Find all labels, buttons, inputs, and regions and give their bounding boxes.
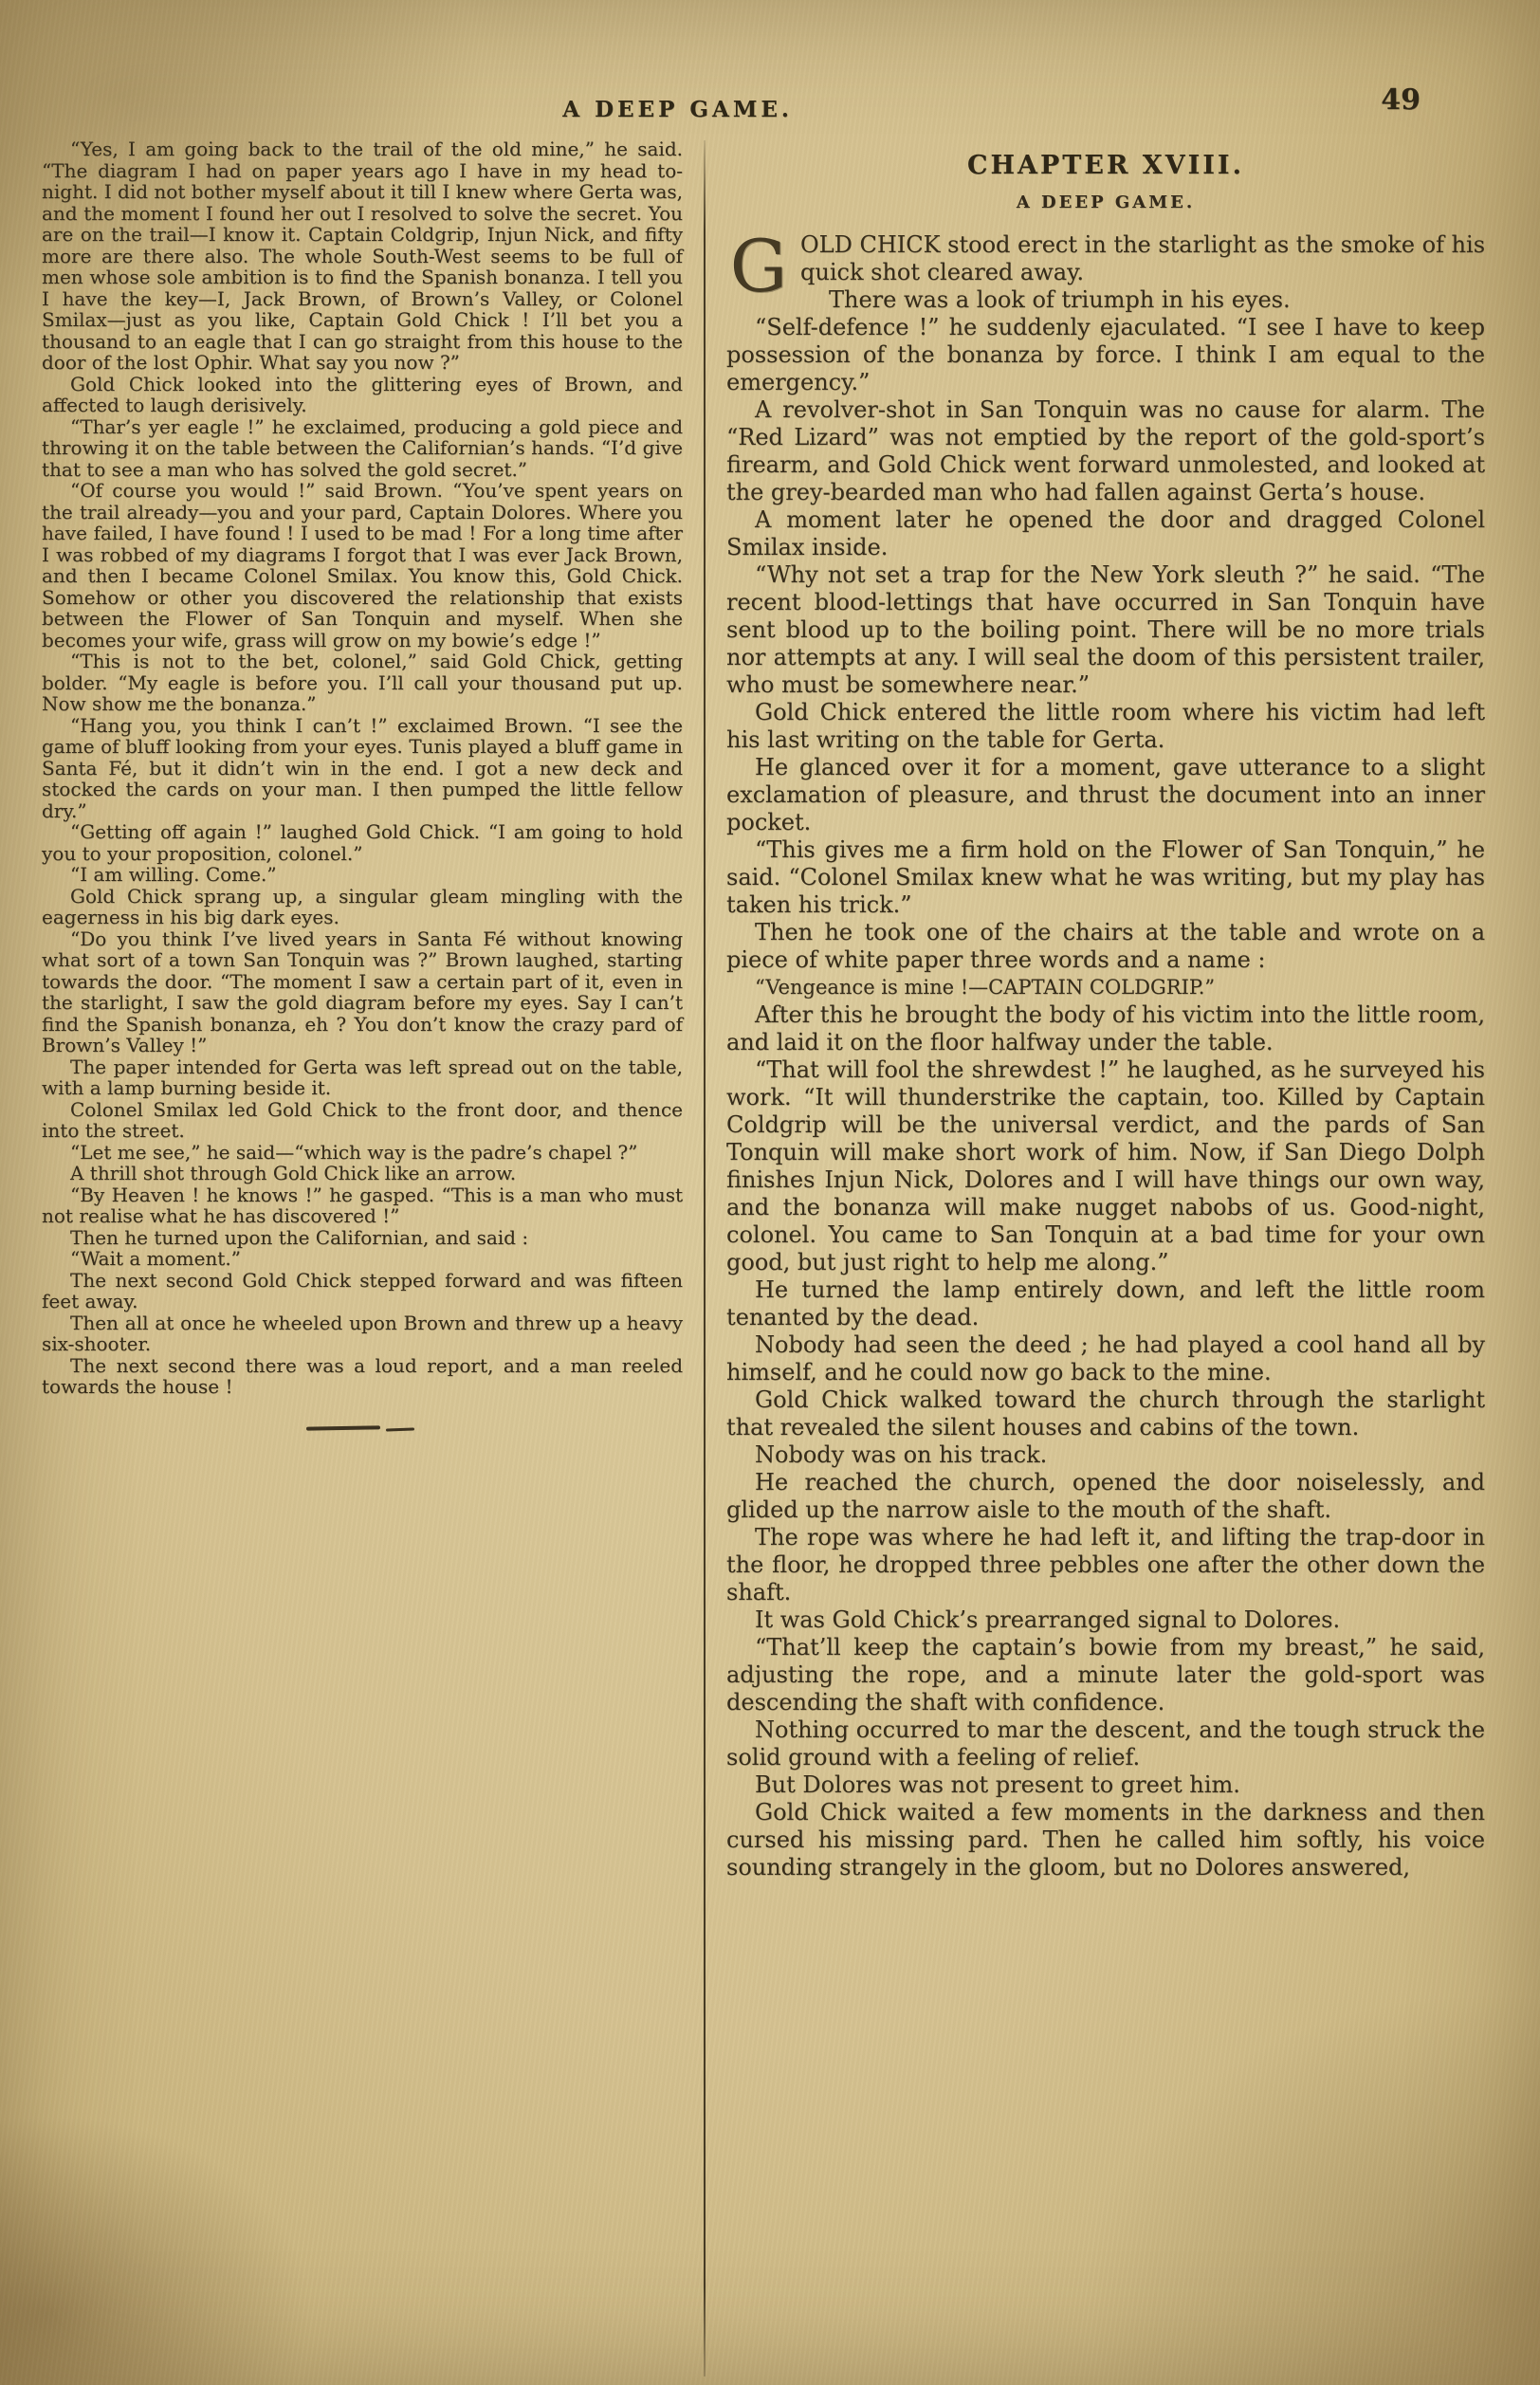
paragraph: The paper intended for Gerta was left spread out on the table, with a lamp burning beside it.: [42, 1055, 683, 1099]
chapter-subheading: A DEEP GAME.: [1016, 193, 1196, 212]
paragraph: “Hang you, you think I can’t !” exclaimed Brown. “I see the game of bluff looking from your eyes. Tunis played a bluff game in Santa Fé, but it didn’t win in the end. I got a new deck and stocked the cards on your man. I then pumped the little fellow dry.”: [42, 713, 683, 822]
paragraph: Then he turned upon the Californian, and said :: [70, 1225, 529, 1249]
paragraph: “That will fool the shrewdest !” he laughed, as he surveyed his work. “It will thunderstrike the captain, too. Killed by Captain Coldgrip will be the universal verdict, and the pards of San Tonquin will make short work of him. Now, if San Diego Dolph finishes Injun Nick, Dolores and I will have things our own way, and the bonanza will make nugget nabobs of us. Good-night, colonel. You came to San Tonquin at a bad time for your own good, but just right to help me along.”: [726, 1056, 1485, 1275]
paragraph: “Vengeance is mine !—CAPTAIN COLDGRIP.”: [755, 976, 1216, 999]
paragraph: “This is not to the bet, colonel,” said Gold Chick, getting bolder. “My eagle is before you. I’ll call your thousand put up. Now show me the bonanza.”: [42, 650, 683, 715]
paragraph: Colonel Smilax led Gold Chick to the front door, and thence into the street.: [42, 1097, 683, 1142]
paragraph: A moment later he opened the door and dragged Colonel Smilax inside.: [726, 506, 1485, 560]
chapter-body: [726, 224, 1486, 1881]
column-divider-rule: [704, 140, 706, 2376]
paragraph: “Thar’s yer eagle !” he exclaimed, producing a gold piece and throwing it on the table between the Californian’s hands. “I’d give that to see a man who has solved the gold secret.”: [42, 414, 683, 481]
paragraph: A revolver-shot in San Tonquin was no cause for alarm. The “Red Lizard” was not emptied by the report of the gold-sport’s firearm, and Gold Chick went forward unmolested, and looked at the grey-bearded man who had fallen against Gerta’s house.: [726, 396, 1485, 505]
paragraph: “Let me see,” he said—“which way is the padre’s chapel ?”: [70, 1140, 638, 1164]
paragraph: Nothing occurred to mar the descent, and the tough struck the solid ground with a feeling of relief.: [726, 1716, 1485, 1770]
paragraph: Gold Chick walked toward the church through the starlight that revealed the silent houses and cabins of the town.: [726, 1386, 1485, 1440]
chapter-heading: CHAPTER XVIII.: [967, 151, 1244, 180]
paragraph: The next second there was a loud report, and a man reeled towards the house !: [42, 1353, 683, 1398]
paragraph: “Yes, I am going back to the trail of the old mine,” he said. “The diagram I had on paper years ago I have in my head to-night. I did not bother myself about it till I knew where Gerta was, and the moment I found her out I resolved to solve the secret. You are on the trail—I know it. Captain Coldgrip, Injun Nick, and fifty more are there also. The whole South-West seems to be full of men whose sole ambition is to find the Spanish bonanza. I tell you I have the key—I, Jack Brown, of Brown’s Valley, or Colonel Smilax—just as you like, Captain Gold Chick ! I’ll bet you a thousand to an eagle that I can go straight from this house to the door of the lost Ophir. What say you now ?”: [42, 138, 683, 374]
paragraph: “That’ll keep the captain’s bowie from my breast,” he said, adjusting the rope, and a minute later the gold-sport was descending the shaft with confidence.: [726, 1634, 1485, 1715]
paragraph: The next second Gold Chick stepped forward and was fifteen feet away.: [42, 1268, 683, 1312]
paragraph: GOLD CHICK stood erect in the starlight as the smoke of his quick shot cleared away.: [726, 231, 1485, 286]
right-column: [726, 138, 1485, 1881]
paragraph: Nobody had seen the deed ; he had played a cool hand all by himself, and he could now go back to the mine.: [726, 1331, 1485, 1385]
paragraph: “Why not set a trap for the New York sleuth ?” he said. “The recent blood-lettings that have occurred in San Tonquin have sent blood up to the boiling point. There will be no more trials nor attempts at any. I will seal the doom of this persistent trailer, who must be somewhere near.”: [726, 561, 1485, 698]
paragraph: He turned the lamp entirely down, and left the little room tenanted by the dead.: [726, 1276, 1485, 1330]
paragraph: Gold Chick looked into the glittering eyes of Brown, and affected to laugh derisively.: [42, 372, 683, 416]
paragraph: “Do you think I’ve lived years in Santa Fé without knowing what sort of a town San Tonquin was ?” Brown laughed, starting towards the door. “The moment I saw a certain part of it, even in the starlight, I saw the gold diagram before my eyes. Say I can’t find the Spanish bonanza, eh ? You don’t know the crazy pard of Brown’s Valley !”: [42, 926, 683, 1056]
text-block: [42, 138, 1485, 2385]
divider-thin-bar: [386, 1427, 414, 1431]
paragraph: Gold Chick sprang up, a singular gleam mingling with the eagerness in his big dark eyes.: [42, 884, 683, 928]
paragraph: There was a look of triumph in his eyes.: [829, 286, 1291, 313]
paragraph: “Wait a moment.”: [70, 1247, 241, 1270]
paragraph: “By Heaven ! he knows !” he gasped. “This is a man who must not realise what he has discovered !”: [42, 1183, 683, 1227]
paragraph: The rope was where he had left it, and lifting the trap-door in the floor, he dropped three pebbles one after the other down the shaft.: [726, 1524, 1485, 1605]
paragraph: “This gives me a firm hold on the Flower of San Tonquin,” he said. “Colonel Smilax knew what he was writing, but my play has taken his trick.”: [726, 836, 1485, 918]
paragraph: He reached the church, opened the door noiselessly, and glided up the narrow aisle to the mouth of the shaft.: [726, 1469, 1485, 1523]
end-of-chapter-divider: [306, 1424, 418, 1434]
running-title: A DEEP GAME.: [562, 97, 793, 122]
divider-thick-bar: [306, 1425, 380, 1430]
paragraph: “Self-defence !” he suddenly ejaculated. “I see I have to keep possession of the bonanza by force. I think I am equal to the emergency.”: [726, 314, 1485, 395]
paragraph: Gold Chick waited a few moments in the darkness and then cursed his missing pard. Then he called him softly, his voice sounding strangely in the gloom, but no Dolores answered,: [726, 1799, 1485, 1880]
left-column: [42, 138, 683, 1434]
running-header: [0, 83, 1540, 140]
paragraph: But Dolores was not present to greet him.: [755, 1771, 1240, 1798]
paragraph: A thrill shot through Gold Chick like an arrow.: [70, 1162, 517, 1184]
paragraph: Then he took one of the chairs at the table and wrote on a piece of white paper three words and a name :: [726, 919, 1485, 973]
paragraph: Nobody was on his track.: [755, 1441, 1048, 1468]
paragraph: “Getting off again !” laughed Gold Chick. “I am going to hold you to your proposition, colonel.”: [42, 820, 683, 865]
paragraph: He glanced over it for a moment, gave utterance to a slight exclamation of pleasure, and thrust the document into an inner pocket.: [726, 754, 1485, 835]
paragraph: Gold Chick entered the little room where his victim had left his last writing on the table for Gerta.: [726, 699, 1485, 753]
paragraph: Then all at once he wheeled upon Brown and threw up a heavy six-shooter.: [42, 1311, 683, 1355]
paragraph: “I am willing. Come.”: [70, 863, 277, 886]
page-number: 49: [1381, 83, 1421, 117]
paragraph: It was Gold Chick’s prearranged signal to Dolores.: [755, 1606, 1341, 1633]
dropcap-initial: G: [729, 224, 788, 308]
paragraph: After this he brought the body of his victim into the little room, and laid it on the floor halfway under the table.: [726, 1001, 1486, 1055]
paragraph: “Of course you would !” said Brown. “You’ve spent years on the trail already—you and your pard, Captain Dolores. Where you have failed, I have found ! I used to be mad ! For a long time after I was robbed of my diagrams I forgot that I was ever Jack Brown, and then I became Colonel Smilax. You know this, Gold Chick. Somehow or other you discovered the relationship that exists between the Flower of San Tonquin and myself. When she becomes your wife, grass will grow on my bowie’s edge !”: [42, 479, 683, 651]
